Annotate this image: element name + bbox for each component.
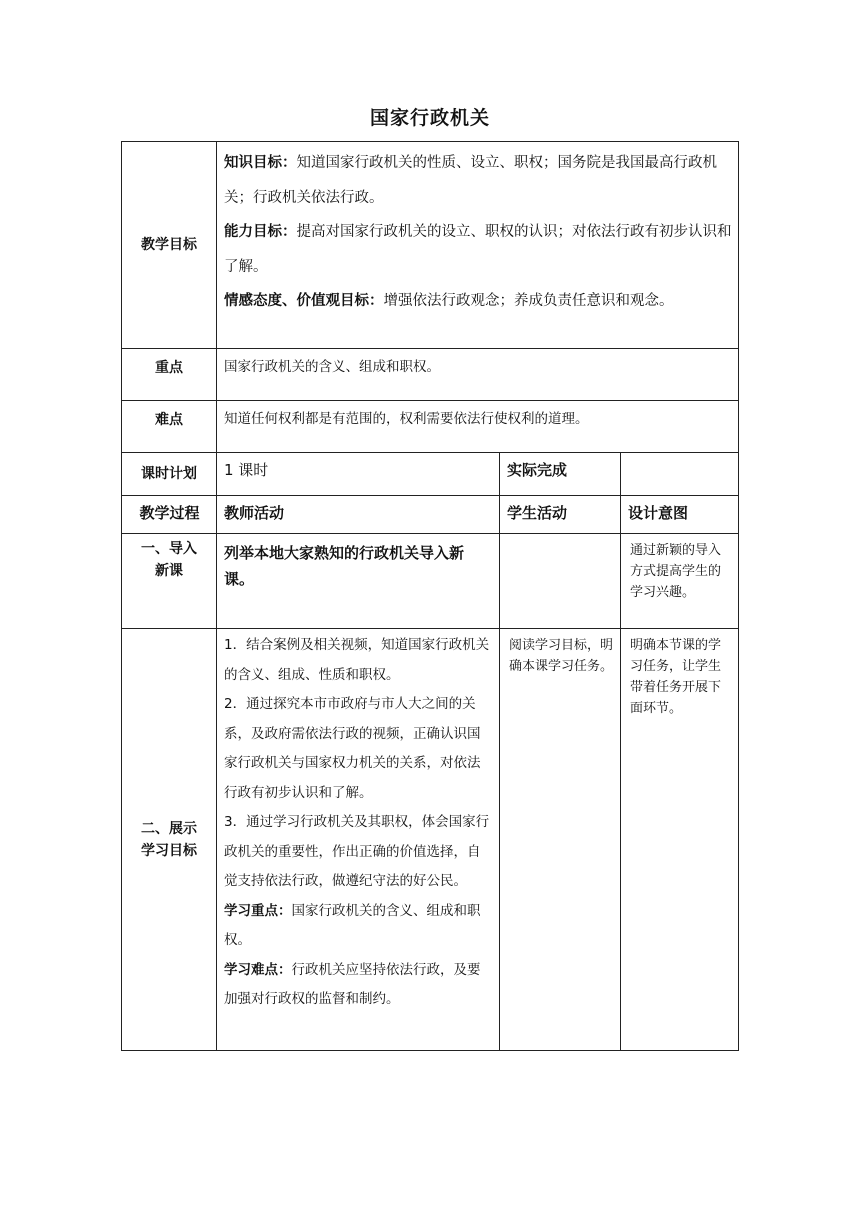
knowledge-goal-label: 知识目标：	[224, 155, 297, 171]
objective-item: 3．通过学习行政机关及其职权，体会国家行政机关的重要性，作出正确的价值选择，自觉支持依法行政，做遵纪守法的好公民。	[224, 814, 490, 889]
teacher-header: 教师活动	[217, 496, 500, 534]
difficulty-text: 知道任何权利都是有范围的，权利需要依法行使权利的道理。	[217, 401, 739, 453]
ability-goal-label: 能力目标：	[224, 224, 297, 240]
process-header: 教学过程	[122, 496, 217, 534]
step-2-teacher	[217, 629, 500, 1051]
step-2-student: 阅读学习目标，明确本课学习任务。	[500, 629, 621, 1051]
key-point-text: 国家行政机关的含义、组成和职权。	[217, 349, 739, 401]
knowledge-goal-text: 知道国家行政机关的性质、设立、职权；国务院是我国最高行政机关；行政机关依法行政。	[224, 155, 717, 206]
lesson-plan-table	[121, 141, 739, 1051]
actual-label: 实际完成	[500, 453, 621, 496]
emotion-goal-text: 增强依法行政观念；养成负责任意识和观念。	[383, 293, 674, 309]
study-key-point	[224, 897, 493, 956]
step-2-label: 二、展示学习目标	[122, 629, 217, 1051]
difficulty-label: 难点	[122, 401, 217, 453]
emotion-goal-label: 情感态度、价值观目标：	[224, 293, 384, 309]
difficulty-row	[122, 401, 739, 453]
schedule-label: 课时计划	[122, 453, 217, 496]
study-key-text: 国家行政机关的含义、组成和职权。	[224, 902, 481, 948]
step-row	[122, 534, 739, 629]
step-2-design: 明确本节课的学习任务，让学生带着任务开展下面环节。	[621, 629, 739, 1051]
design-header: 设计意图	[621, 496, 739, 534]
step-1-label: 一、导入新课	[122, 534, 217, 629]
objective-item: 2．通过探究本市市政府与市人大之间的关系，及政府需依法行政的视频，正确认识国家行政机关与国家权力机关的关系，对依法行政有初步认识和了解。	[224, 696, 481, 801]
step-1-teacher: 列举本地大家熟知的行政机关导入新课。	[217, 534, 500, 629]
goals-row	[122, 142, 739, 349]
actual-value	[621, 453, 739, 496]
schedule-value: 1 课时	[217, 453, 500, 496]
goals-label: 教学目标	[122, 142, 217, 349]
step-1-student	[500, 534, 621, 629]
header-row	[122, 496, 739, 534]
study-difficulty-text: 行政机关应坚持依法行政，及要加强对行政权的监督和制约。	[224, 961, 481, 1007]
study-difficulty	[224, 956, 493, 1015]
step-1-design: 通过新颖的导入方式提高学生的学习兴趣。	[621, 534, 739, 629]
document-title: 国家行政机关	[369, 107, 490, 129]
student-header: 学生活动	[500, 496, 621, 534]
step-row	[122, 629, 739, 1051]
ability-goal-text: 提高对国家行政机关的设立、职权的认识；对依法行政有初步认识和了解。	[224, 224, 732, 275]
goals-content	[217, 142, 739, 349]
schedule-row	[122, 453, 739, 496]
study-difficulty-label: 学习难点：	[224, 961, 292, 978]
key-point-label: 重点	[122, 349, 217, 401]
key-point-row	[122, 349, 739, 401]
study-key-label: 学习重点：	[224, 902, 292, 919]
objective-item: 1．结合案例及相关视频，知道国家行政机关的含义、组成、性质和职权。	[224, 637, 490, 683]
